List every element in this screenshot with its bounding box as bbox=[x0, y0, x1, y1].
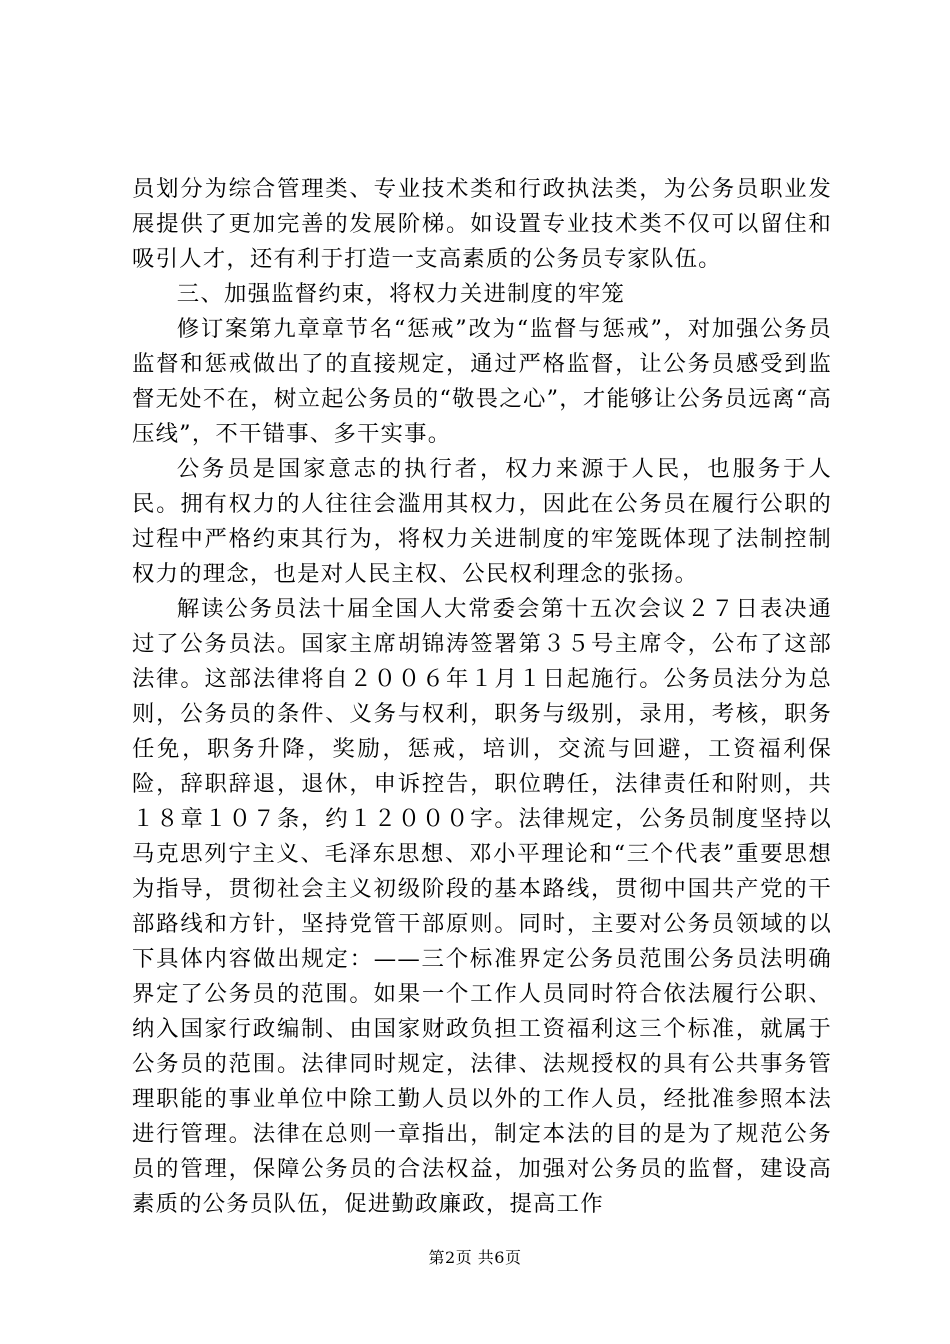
paragraph: 解读公务员法十届全国人大常委会第十五次会议２７日表决通过了公务员法。国家主席胡锦涛签署第３５号主席令，公布了这部法律。这部法律将自２００６年１月１日起施行。公务员法分为总则，公务员的条件、义务与权利，职务与级别，录用，考核，职务任免，职务升降，奖励，惩戒，培训，交流与回避，工资福利保险，辞职辞退，退休，申诉控告，职位聘任，法律责任和附则，共１８章１０７条，约１２０００字。法律规定，公务员制度坚持以马克思列宁主义、毛泽东思想、邓小平理论和“三个代表”重要思想为指导，贯彻社会主义初级阶段的基本路线，贯彻中国共产党的干部路线和方针，坚持党管干部原则。同时，主要对公务员领域的以下具体内容做出规定：——三个标准界定公务员范围公务员法明确界定了公务员的范围。如果一个工作人员同时符合依法履行公职、纳入国家行政编制、由国家财政负担工资福利这三个标准，就属于公务员的范围。法律同时规定，法律、法规授权的具有公共事务管理职能的事业单位中除工勤人员以外的工作人员，经批准参照本法进行管理。法律在总则一章指出，制定本法的目的是为了规范公务员的管理，保障公务员的合法权益，加强对公务员的监督，建设高素质的公务员队伍，促进勤政廉政，提高工作 bbox=[132, 596, 832, 1217]
paragraph-continuation: 员划分为综合管理类、专业技术类和行政执法类，为公务员职业发展提供了更加完善的发展阶梯。如设置专业技术类不仅可以留住和吸引人才，还有利于打造一支高素质的公务员专家队伍。 bbox=[132, 176, 832, 272]
paragraph: 修订案第九章章节名“惩戒”改为“监督与惩戒”，对加强公务员监督和惩戒做出了的直接规定，通过严格监督，让公务员感受到监督无处不在，树立起公务员的“敬畏之心”，才能够让公务员远离“高压线”，不干错事、多干实事。 bbox=[132, 316, 832, 447]
page-number: 第2页 共6页 bbox=[428, 1248, 522, 1267]
document-body bbox=[132, 172, 832, 1222]
section-heading: 三、加强监督约束，将权力关进制度的牢笼 bbox=[176, 281, 626, 307]
paragraph: 公务员是国家意志的执行者，权力来源于人民，也服务于人民。拥有权力的人往往会滥用其权力，因此在公务员在履行公职的过程中严格约束其行为，将权力关进制度的牢笼既体现了法制控制权力的理念，也是对人民主权、公民权利理念的张扬。 bbox=[132, 456, 832, 587]
